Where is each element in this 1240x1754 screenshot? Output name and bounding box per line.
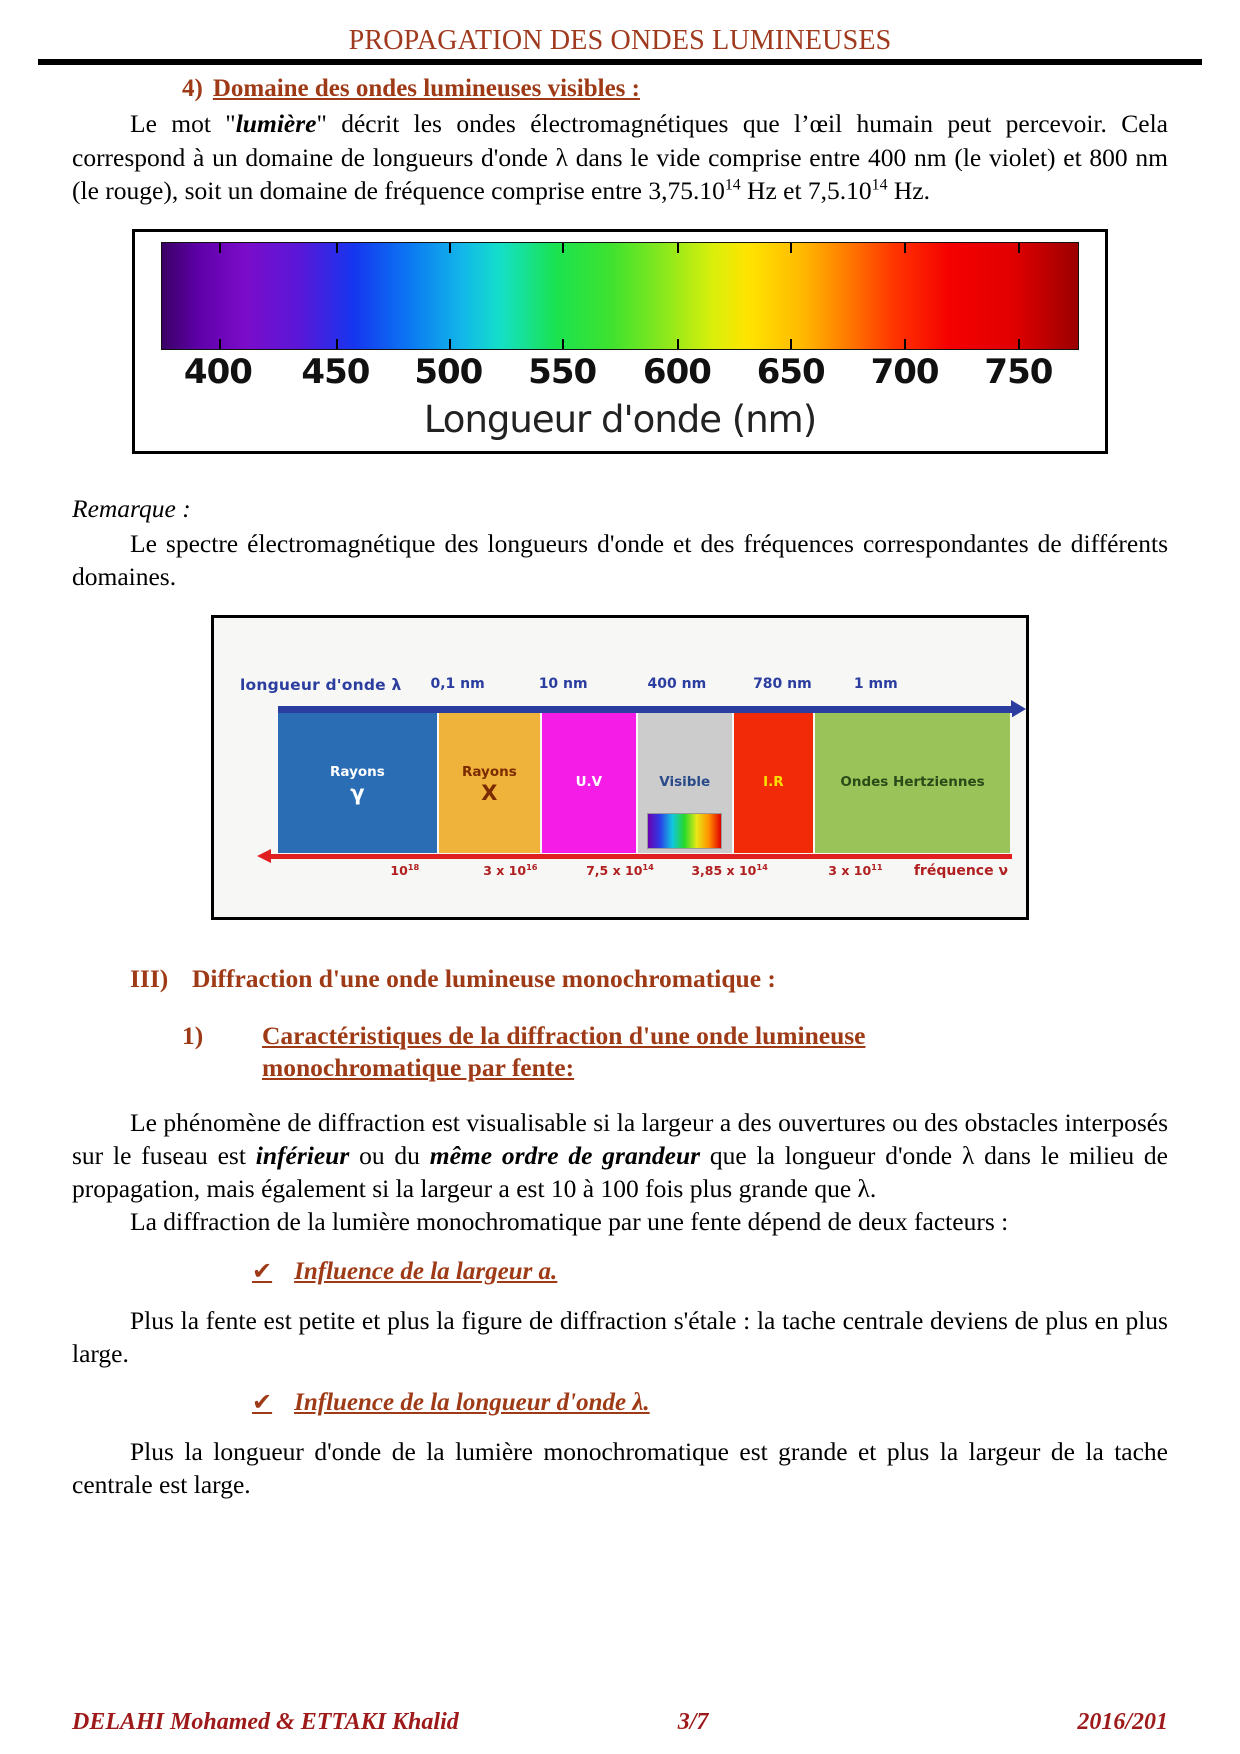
em-band-label: Visible (659, 774, 711, 791)
heading-section-3-number: III) (130, 964, 169, 994)
em-frequency-exponent: 14 (756, 862, 768, 873)
em-frequency-tick-label (483, 863, 537, 878)
para-visible-end: Hz. (887, 175, 930, 205)
spectrum-tick (219, 243, 221, 253)
spectrum-tick (562, 339, 564, 349)
paragraph-diffraction-2: La diffraction de la lumière monochromatique par une fente dépend de deux facteurs : (130, 1207, 1009, 1237)
page-footer (72, 1709, 1168, 1736)
spectrum-gradient-bar (161, 242, 1079, 350)
em-band (638, 713, 734, 853)
heading-section-4-number: 4) (182, 75, 203, 103)
page-title: PROPAGATION DES ONDES LUMINEUSES (348, 25, 892, 56)
spectrum-tick-label: 750 (984, 351, 1053, 392)
em-frequency-tick-label (586, 863, 654, 878)
para-visible-emphasis: lumière (235, 109, 317, 139)
spectrum-tick (562, 243, 564, 253)
figure-visible-spectrum-inner (135, 242, 1105, 445)
spectrum-tick-label: 600 (642, 351, 711, 392)
spectrum-axis-caption: Longueur d'onde (nm) (423, 397, 817, 441)
heading-subsection-1-number: 1) (182, 1021, 204, 1051)
em-wavelength-tick-label: 780 nm (753, 676, 812, 693)
em-wavelength-tick-label: 400 nm (647, 676, 707, 693)
em-band (542, 713, 638, 853)
spectrum-tick-label: 400 (183, 351, 252, 392)
page-content (0, 75, 1240, 1501)
check-icon: ✔ (252, 1256, 273, 1285)
em-frequency-exponent: 14 (642, 862, 654, 873)
para-diff1-a: Le phénomène de diffraction est visualisable si la largeur a des ouvertures ou des obstacles interposés sur le fuseau est (72, 1107, 1168, 1171)
heading-section-4 (72, 75, 1168, 103)
em-frequency-mantissa: 3 x 10 (483, 863, 527, 879)
spectrum-tick (449, 243, 451, 253)
paragraph-visible-domain (72, 107, 1168, 206)
em-wavelength-tick-label: 0,1 nm (430, 676, 485, 693)
spectrum-tick-label: 650 (756, 351, 825, 392)
spectrum-tick-label: 500 (414, 351, 483, 392)
spectrum-tick-label: 550 (528, 351, 597, 392)
spectrum-tick (904, 339, 906, 349)
bullet-longueur-onde-label: Influence de la longueur d'onde λ. (294, 1388, 650, 1416)
em-wavelength-tick-label: 1 mm (853, 676, 898, 693)
para-visible-rest: " décrit les ondes électromagnétiques que l’œil humain peut percevoir. Cela correspond à un domaine de longueurs d'onde λ dans le vide comprise entre 400 nm (le violet) et 800 nm (le rouge), soit un domaine de fréquence comprise entre 3,75.10 (72, 109, 1168, 205)
em-band-label: U.V (575, 774, 603, 791)
em-band-label: Rayons (461, 763, 517, 780)
spectrum-tick-label: 700 (870, 351, 939, 392)
em-frequency-axis-label: fréquence ν (913, 863, 1008, 880)
paragraph-diffraction-1 (72, 1106, 1168, 1205)
header-divider (38, 59, 1202, 65)
page-header (0, 0, 1240, 55)
heading-subsection-1-line2: monochromatique par fente: (262, 1053, 575, 1083)
heading-section-3 (72, 964, 1168, 994)
exponent-1: 14 (724, 176, 741, 194)
heading-section-4-title: Domaine des ondes lumineuses visibles : (212, 75, 640, 103)
spectrum-tick (1018, 243, 1020, 253)
em-band-label: I.R (763, 774, 784, 791)
bullet-largeur (72, 1257, 1168, 1286)
em-band (734, 713, 815, 853)
spectrum-tick (677, 339, 679, 349)
heading-subsection-1-line1: Caractéristiques de la diffraction d'une onde lumineuse (262, 1021, 866, 1051)
em-frequency-arrow (270, 854, 1012, 859)
para-diff1-em1: inférieur (255, 1141, 350, 1171)
spectrum-tick (790, 243, 792, 253)
em-frequency-exponent: 18 (407, 862, 420, 873)
footer-page-number: 3/7 (677, 1709, 709, 1735)
para-diff1-em2: même ordre de grandeur (429, 1141, 701, 1171)
em-frequency-tick-label (691, 863, 768, 878)
spectrum-tick (219, 339, 221, 349)
check-icon-2: ✔ (252, 1387, 273, 1416)
em-visible-mini-spectrum (647, 813, 722, 849)
em-frequency-mantissa: 3,85 x 10 (691, 863, 757, 879)
em-wavelength-tick-label: 10 nm (538, 676, 588, 693)
spectrum-tick (1018, 339, 1020, 349)
em-wavelength-axis-label: longueur d'onde λ (240, 676, 402, 695)
bullet-largeur-label: Influence de la largeur a. (294, 1257, 558, 1285)
em-band (439, 713, 542, 853)
footer-year: 2016/201 (1077, 1709, 1168, 1735)
em-frequency-tick-label (390, 863, 419, 878)
em-wavelength-arrow (278, 706, 1012, 713)
spectrum-tick (449, 339, 451, 349)
em-frequency-exponent: 11 (871, 862, 883, 873)
spectrum-tick (677, 243, 679, 253)
remarque-text: Le spectre électromagnétique des longueurs d'onde et des fréquences correspondantes de différents domaines. (72, 528, 1168, 592)
para-visible-a: Le mot " (130, 109, 236, 139)
para-diff1-b: ou du (349, 1141, 430, 1171)
spectrum-tick (904, 243, 906, 253)
em-frequency-mantissa: 7,5 x 10 (586, 863, 643, 879)
em-band-symbol: X (481, 780, 498, 805)
em-frequency-mantissa: 10 (390, 863, 408, 879)
remarque-label: Remarque : (72, 493, 191, 523)
em-band-row (278, 713, 1012, 853)
footer-authors: DELAHI Mohamed & ETTAKI Khalid (72, 1709, 459, 1735)
em-frequency-mantissa: 3 x 10 (828, 863, 872, 879)
para-diff1-c: que la longueur d'onde λ dans le milieu de propagation, mais également si la largeur a est 10 à 100 fois plus grande que λ. (72, 1141, 1168, 1204)
em-frequency-tick-label (828, 863, 882, 878)
heading-subsection-1 (72, 1020, 1168, 1084)
heading-section-3-title: Diffraction d'une onde lumineuse monochromatique : (192, 964, 776, 994)
spectrum-tick (790, 339, 792, 349)
figure-em-spectrum (211, 615, 1029, 920)
spectrum-tick-label: 450 (301, 351, 370, 392)
em-band-label: Ondes Hertziennes (840, 774, 985, 791)
figure-visible-spectrum (132, 229, 1108, 454)
para-visible-mid: Hz et 7,5.10 (740, 175, 872, 205)
paragraph-diffraction-4: Plus la longueur d'onde de la lumière monochromatique est grande et plus la largeur de la tache centrale est large. (72, 1436, 1168, 1499)
paragraph-diffraction-3: Plus la fente est petite et plus la figure de diffraction s'étale : la tache centrale deviens de plus en plus large. (72, 1305, 1168, 1368)
spectrum-tick (336, 243, 338, 253)
em-band (815, 713, 1012, 853)
em-frequency-exponent: 16 (526, 862, 538, 873)
spectrum-axis-labels (161, 352, 1079, 400)
spectrum-tick (336, 339, 338, 349)
em-band-symbol: γ (350, 780, 365, 805)
em-band-label: Rayons (330, 763, 385, 780)
bullet-longueur-onde (72, 1388, 1168, 1417)
em-band (278, 713, 439, 853)
exponent-2: 14 (871, 176, 888, 194)
